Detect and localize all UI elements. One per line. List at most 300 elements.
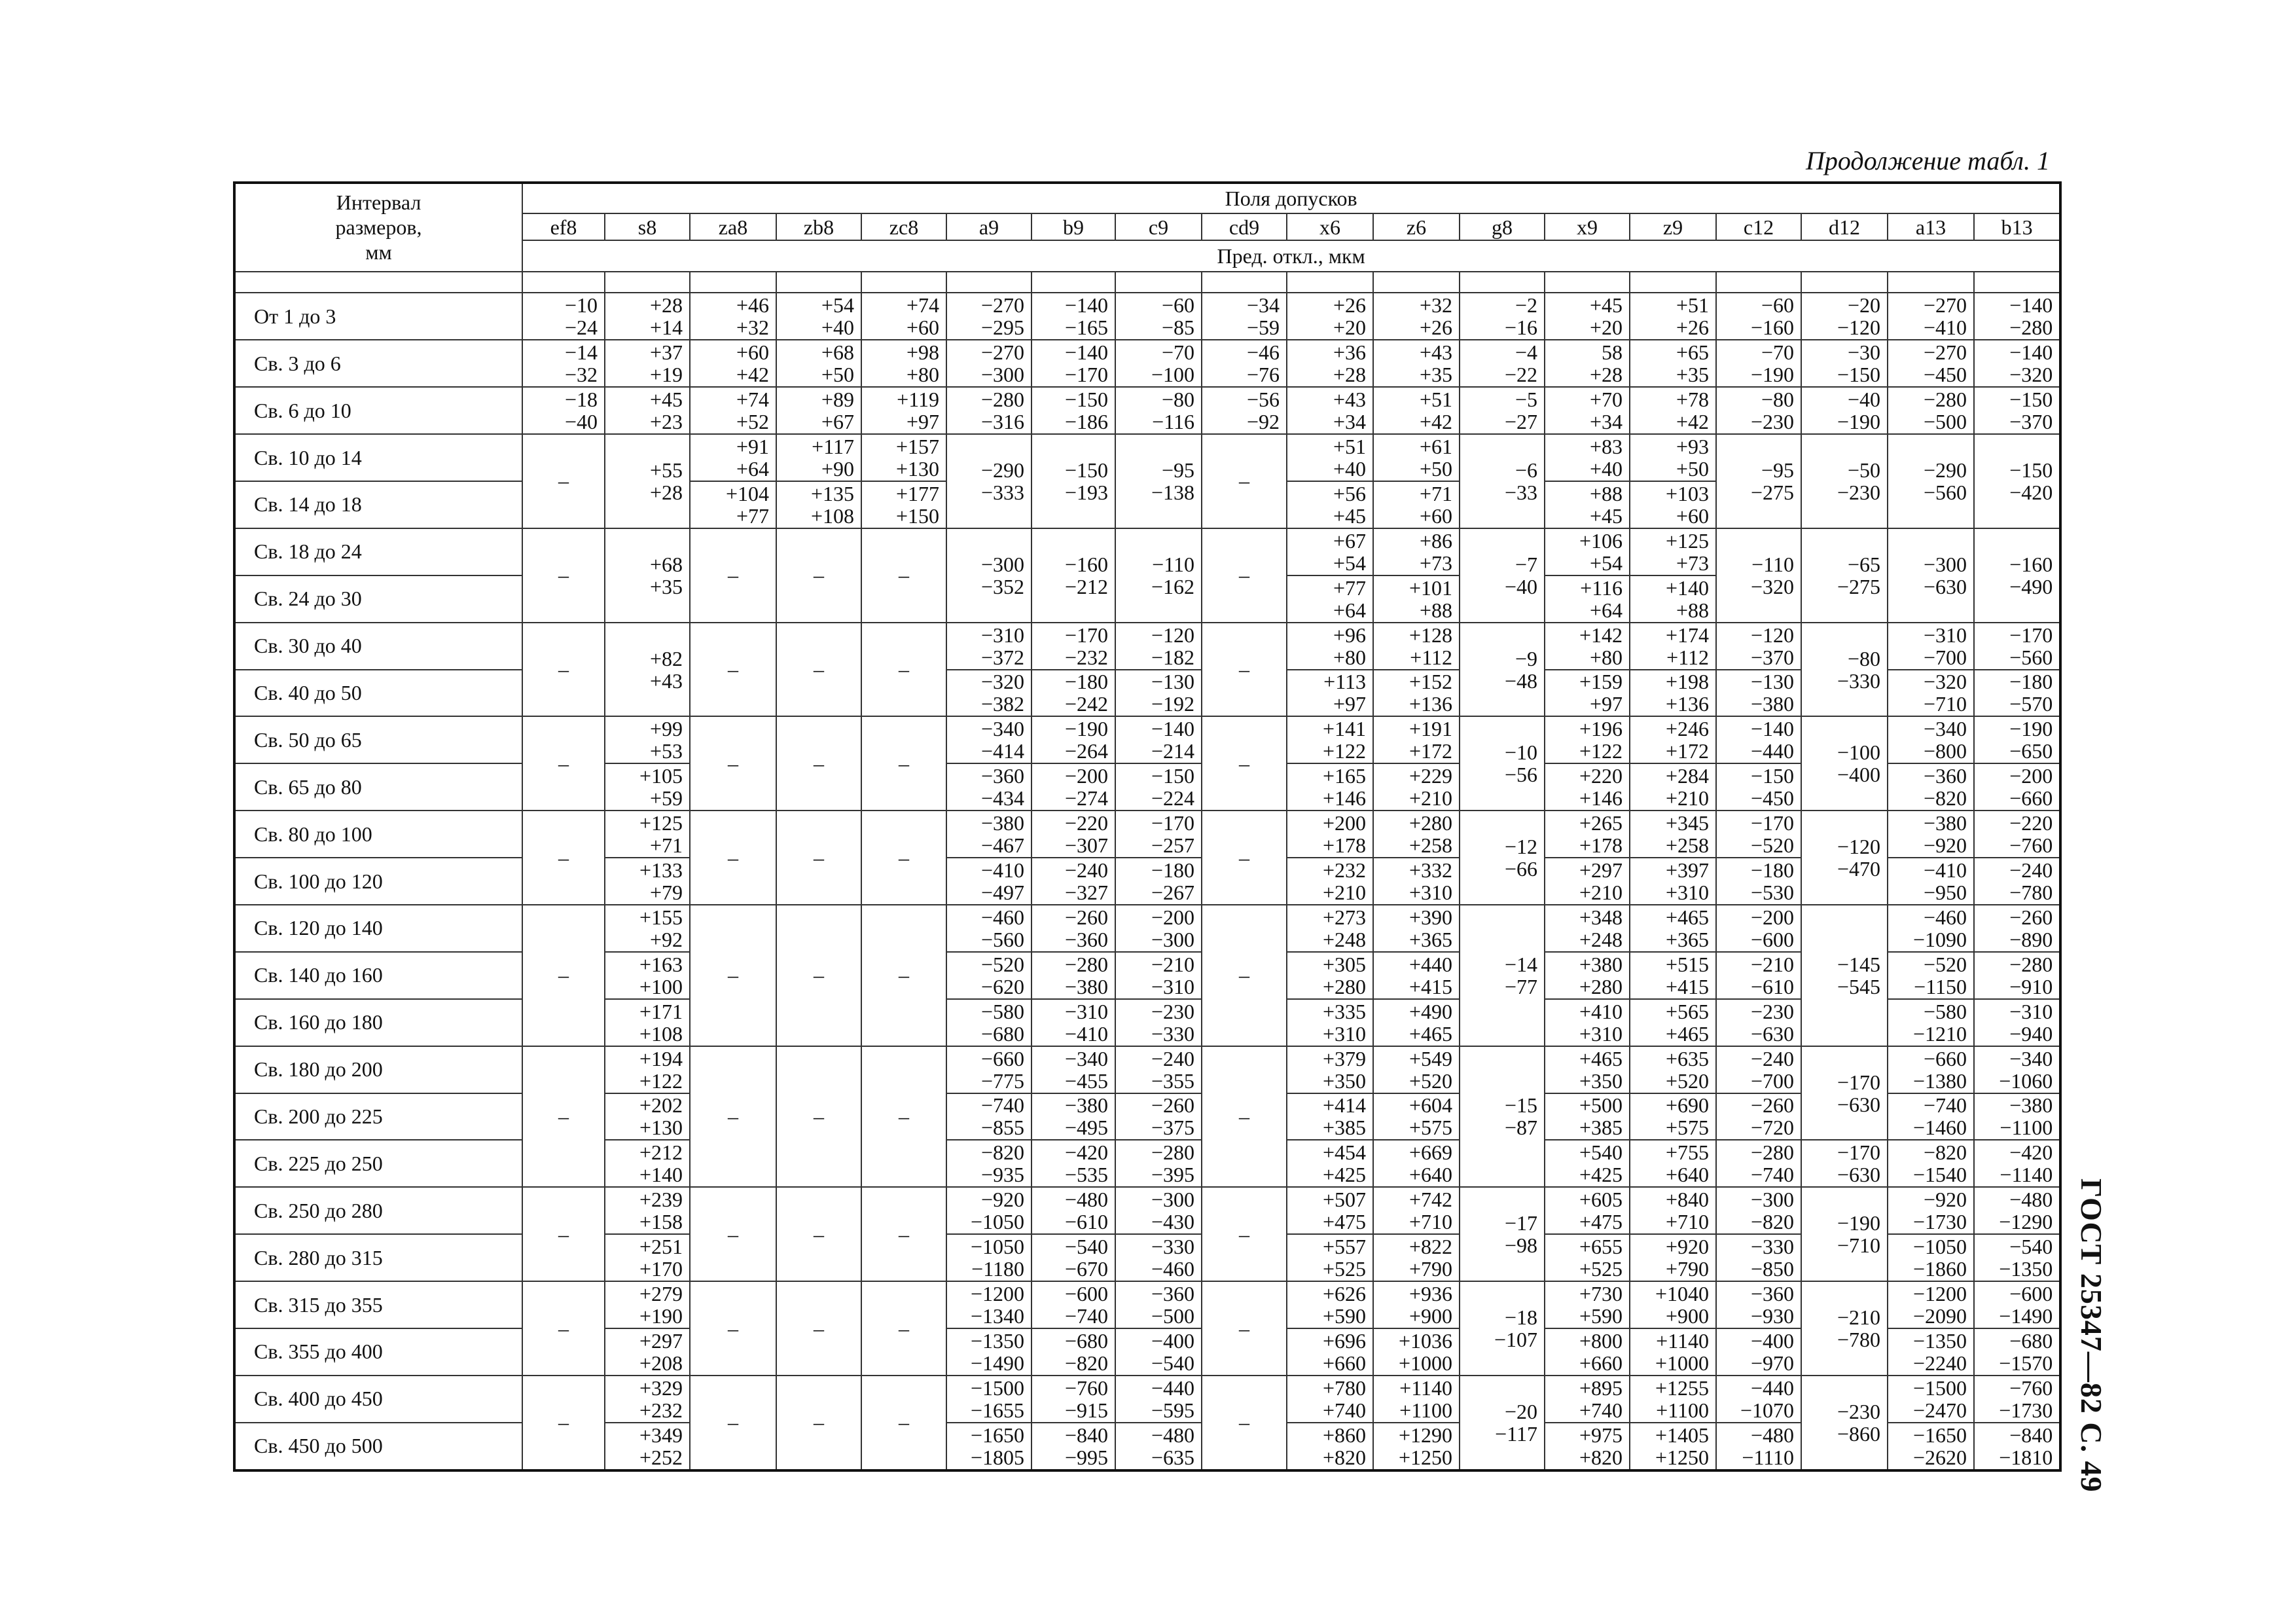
size-interval: Св. 30 до 40 [234, 623, 522, 670]
deviation-cell-c12 [1716, 1140, 1801, 1187]
upper-deviation: +177 [895, 481, 939, 505]
lower-deviation: −224 [1151, 786, 1194, 811]
lower-deviation: −855 [980, 1116, 1024, 1140]
lower-deviation: +248 [1579, 927, 1623, 951]
deviation-cell-x9 [1545, 528, 1630, 575]
lower-deviation: −307 [1064, 833, 1108, 858]
upper-deviation: +32 [1419, 293, 1452, 318]
upper-deviation: +51 [1333, 435, 1366, 459]
deviation-cell-c9 [1115, 293, 1202, 340]
deviation-cell-z9 [1630, 387, 1716, 434]
lower-deviation: +365 [1665, 927, 1709, 951]
upper-deviation: −170 [1837, 1140, 1880, 1165]
upper-deviation: −170 [2009, 623, 2053, 647]
upper-deviation: −170 [1064, 623, 1108, 647]
lower-deviation: −1070 [1740, 1398, 1794, 1422]
lower-deviation: +35 [1676, 363, 1709, 387]
deviation-cell-z9 [1630, 1093, 1716, 1140]
upper-deviation: +103 [1665, 481, 1709, 505]
deviation-cell-g8 [1460, 1187, 1545, 1281]
deviation-cell-z9 [1630, 1187, 1716, 1234]
deviation-cell-c9 [1115, 1423, 1202, 1470]
lower-deviation: +178 [1579, 833, 1623, 858]
deviation-cell-b9 [1031, 1423, 1115, 1470]
upper-deviation: +163 [639, 952, 683, 976]
lower-deviation: +35 [1419, 363, 1452, 387]
lower-deviation: −300 [1151, 927, 1194, 951]
upper-deviation: −180 [1064, 670, 1108, 694]
upper-deviation: −200 [2009, 764, 2053, 788]
deviation-cell-za8 [690, 481, 776, 528]
lower-deviation: +575 [1665, 1116, 1709, 1140]
lower-deviation: −330 [1151, 1021, 1194, 1046]
upper-deviation: −360 [1151, 1282, 1194, 1306]
lower-deviation: −434 [980, 786, 1024, 811]
lower-deviation: −650 [2009, 739, 2053, 763]
deviation-cell-c12 [1716, 1046, 1801, 1093]
upper-deviation: −170 [1151, 811, 1194, 835]
deviation-cell-b13 [1974, 340, 2060, 387]
lower-deviation: +820 [1579, 1445, 1623, 1469]
upper-deviation: −410 [1923, 858, 1967, 883]
upper-deviation: −740 [980, 1093, 1024, 1118]
lower-deviation: +34 [1589, 410, 1623, 434]
deviation-cell-ef8 [522, 293, 605, 340]
deviation-cell-d12 [1801, 528, 1888, 623]
deviation-cell-a13 [1888, 1234, 1974, 1281]
upper-deviation: −520 [980, 952, 1024, 976]
upper-deviation: −920 [1923, 1188, 1967, 1212]
tolerance-field-g8: g8 [1460, 213, 1545, 240]
deviation-cell-a9 [946, 1328, 1031, 1376]
lower-deviation: +80 [1333, 645, 1366, 669]
lower-deviation: −117 [1495, 1421, 1537, 1446]
deviation-cell-zb8 [776, 434, 861, 481]
upper-deviation: −310 [2009, 999, 2053, 1023]
upper-deviation: +133 [639, 858, 683, 883]
lower-deviation: +590 [1579, 1304, 1623, 1328]
deviation-cell-ef8: – [522, 905, 605, 1046]
upper-deviation: −760 [1064, 1376, 1108, 1400]
deviation-cell-c12 [1716, 999, 1801, 1046]
upper-deviation: −920 [980, 1188, 1024, 1212]
lower-deviation: −370 [2009, 410, 2053, 434]
upper-deviation: +212 [639, 1140, 683, 1165]
tolerance-field-d12: d12 [1801, 213, 1888, 240]
deviation-cell-a13 [1888, 763, 1974, 811]
spacer-cell [1888, 272, 1974, 293]
tolerance-field-b9: b9 [1031, 213, 1115, 240]
upper-deviation: +36 [1333, 340, 1366, 365]
deviation-cell-b13 [1974, 1093, 2060, 1140]
deviation-cell-d12 [1801, 1376, 1888, 1470]
lower-deviation: +310 [1665, 881, 1709, 905]
lower-deviation: −560 [2009, 645, 2053, 669]
upper-deviation: −280 [1064, 952, 1108, 976]
deviation-cell-cd9: – [1202, 905, 1287, 1046]
lower-deviation: −600 [1750, 927, 1794, 951]
deviation-cell-b9 [1031, 293, 1115, 340]
tolerance-field-c9: c9 [1115, 213, 1202, 240]
deviation-cell-b13 [1974, 528, 2060, 623]
lower-deviation: −1090 [1912, 927, 1967, 951]
deviation-cell-b13 [1974, 1281, 2060, 1328]
lower-deviation: +50 [1676, 457, 1709, 481]
upper-deviation: +920 [1665, 1235, 1709, 1259]
size-interval: Св. 14 до 18 [234, 481, 522, 528]
deviation-cell-c9 [1115, 340, 1202, 387]
upper-deviation: −60 [1161, 293, 1194, 318]
size-interval: Св. 80 до 100 [234, 811, 522, 858]
upper-deviation: −440 [1750, 1376, 1794, 1400]
lower-deviation: −910 [2009, 974, 2053, 998]
deviation-cell-z6 [1373, 905, 1460, 952]
upper-deviation: +202 [639, 1093, 683, 1118]
lower-deviation: +210 [1665, 786, 1709, 811]
deviation-cell-za8: – [690, 1046, 776, 1188]
deviation-cell-cd9 [1202, 387, 1287, 434]
standard-page-label: ГОСТ 25347—82 С. 49 [2075, 1178, 2108, 1493]
lower-deviation: −635 [1151, 1445, 1194, 1469]
tolerance-table [233, 181, 2062, 1472]
deviation-cell-za8 [690, 387, 776, 434]
lower-deviation: +42 [1676, 410, 1709, 434]
lower-deviation: −915 [1064, 1398, 1108, 1422]
lower-deviation: −2090 [1912, 1304, 1967, 1328]
deviation-cell-za8: – [690, 905, 776, 1046]
size-interval: Св. 180 до 200 [234, 1046, 522, 1093]
lower-deviation: −450 [1923, 363, 1967, 387]
deviation-cell-z9 [1630, 528, 1716, 575]
lower-deviation: −455 [1064, 1068, 1108, 1093]
upper-deviation: +655 [1579, 1235, 1623, 1259]
lower-deviation: +365 [1408, 927, 1452, 951]
upper-deviation: −145 [1837, 952, 1880, 976]
deviation-cell-zb8 [776, 340, 861, 387]
lower-deviation: −192 [1151, 692, 1194, 716]
upper-deviation: +1255 [1655, 1376, 1709, 1400]
lower-deviation: +112 [1666, 645, 1709, 669]
lower-deviation: +178 [1322, 833, 1366, 858]
deviation-cell-z6 [1373, 811, 1460, 858]
deviation-cell-ef8: – [522, 1376, 605, 1470]
lower-deviation: +40 [821, 316, 854, 340]
deviation-cell-z6 [1373, 340, 1460, 387]
lower-deviation: +1250 [1655, 1445, 1709, 1469]
lower-deviation: −775 [980, 1068, 1024, 1093]
lower-deviation: +28 [649, 480, 683, 504]
lower-deviation: +40 [1589, 457, 1623, 481]
deviation-cell-s8 [605, 1328, 690, 1376]
lower-deviation: +97 [1589, 692, 1623, 716]
upper-deviation: −270 [1923, 293, 1967, 318]
lower-deviation: −500 [1151, 1304, 1194, 1328]
lower-deviation: −230 [1837, 480, 1880, 504]
upper-deviation: +780 [1322, 1376, 1366, 1400]
upper-deviation: −300 [1923, 552, 1967, 576]
size-interval: От 1 до 3 [234, 293, 522, 340]
deviation-cell-za8: – [690, 1187, 776, 1281]
deviation-cell-zc8: – [861, 528, 946, 623]
deviation-cell-z9 [1630, 1140, 1716, 1187]
deviation-cell-a13 [1888, 999, 1974, 1046]
lower-deviation: −1100 [2000, 1116, 2053, 1140]
lower-deviation: −780 [2009, 881, 2053, 905]
deviation-cell-a9 [946, 623, 1031, 670]
upper-deviation: −150 [1064, 388, 1108, 412]
deviation-cell-x9 [1545, 387, 1630, 434]
lower-deviation: −165 [1064, 316, 1108, 340]
deviation-cell-x6 [1287, 1234, 1373, 1281]
lower-deviation: −1805 [970, 1445, 1024, 1469]
lower-deviation: −382 [980, 692, 1024, 716]
upper-deviation: −10 [1504, 740, 1537, 765]
lower-deviation: −940 [2009, 1021, 2053, 1046]
deviation-cell-b13 [1974, 1423, 2060, 1470]
deviation-cell-x9 [1545, 811, 1630, 858]
table-row [234, 623, 2060, 670]
deviation-cell-c12 [1716, 858, 1801, 905]
deviation-cell-a13 [1888, 858, 1974, 905]
lower-deviation: −33 [1504, 480, 1537, 504]
upper-deviation: +135 [810, 481, 854, 505]
deviation-cell-ef8: – [522, 623, 605, 717]
upper-deviation: +26 [1333, 293, 1366, 318]
deviation-cell-z9 [1630, 1234, 1716, 1281]
deviation-cell-x9 [1545, 952, 1630, 999]
deviation-cell-a9 [946, 387, 1031, 434]
upper-deviation: −360 [980, 764, 1024, 788]
upper-deviation: +51 [1676, 293, 1709, 318]
deviation-cell-a13 [1888, 1423, 1974, 1470]
lower-deviation: −138 [1151, 480, 1194, 504]
lower-deviation: −56 [1504, 763, 1537, 787]
lower-deviation: −740 [1064, 1304, 1108, 1328]
upper-deviation: −20 [1504, 1399, 1537, 1423]
lower-deviation: +100 [639, 974, 683, 998]
lower-deviation: +590 [1322, 1304, 1366, 1328]
lower-deviation: +475 [1579, 1210, 1623, 1234]
upper-deviation: −230 [1151, 999, 1194, 1023]
upper-deviation: −420 [1064, 1140, 1108, 1165]
lower-deviation: −410 [1064, 1021, 1108, 1046]
deviation-cell-c12 [1716, 528, 1801, 623]
table-row [234, 763, 2060, 811]
lower-deviation: −1140 [2000, 1163, 2053, 1187]
upper-deviation: −30 [1847, 340, 1880, 365]
lower-deviation: +150 [895, 503, 939, 528]
deviation-cell-a13 [1888, 1093, 1974, 1140]
deviation-cell-cd9: – [1202, 1187, 1287, 1281]
upper-deviation: −310 [1064, 999, 1108, 1023]
lower-deviation: +130 [639, 1116, 683, 1140]
deviation-cell-b13 [1974, 952, 2060, 999]
size-interval: Св. 450 до 500 [234, 1423, 522, 1470]
upper-deviation: +332 [1408, 858, 1452, 883]
deviation-cell-x6 [1287, 1281, 1373, 1328]
deviation-cell-b9 [1031, 1376, 1115, 1423]
lower-deviation: +820 [1322, 1445, 1366, 1469]
deviation-cell-z6 [1373, 1187, 1460, 1234]
deviation-cell-cd9: – [1202, 811, 1287, 905]
upper-deviation: −50 [1847, 458, 1880, 482]
lower-deviation: −116 [1152, 410, 1194, 434]
deviation-cell-za8: – [690, 811, 776, 905]
size-interval: Св. 18 до 24 [234, 528, 522, 575]
lower-deviation: +640 [1665, 1163, 1709, 1187]
upper-deviation: −95 [1761, 458, 1794, 482]
deviation-cell-b9 [1031, 387, 1115, 434]
lower-deviation: −330 [1837, 668, 1880, 693]
upper-deviation: −340 [2009, 1046, 2053, 1070]
lower-deviation: −1730 [1999, 1398, 2053, 1422]
lower-deviation: +54 [1589, 551, 1623, 575]
upper-deviation: −260 [1064, 905, 1108, 929]
deviation-cell-a13 [1888, 1140, 1974, 1187]
lower-deviation: −890 [2009, 927, 2053, 951]
deviation-cell-g8 [1460, 1281, 1545, 1376]
deviation-cell-za8: – [690, 1376, 776, 1470]
lower-deviation: +122 [1579, 739, 1623, 763]
deviation-cell-z6 [1373, 858, 1460, 905]
deviation-cell-s8 [605, 528, 690, 623]
deviation-cell-cd9: – [1202, 716, 1287, 811]
upper-deviation: +51 [1419, 388, 1452, 412]
lower-deviation: +350 [1579, 1068, 1623, 1093]
lower-deviation: −620 [980, 974, 1024, 998]
lower-deviation: −630 [1837, 1092, 1880, 1116]
deviation-cell-x6 [1287, 1046, 1373, 1093]
tolerance-field-cd9: cd9 [1202, 213, 1287, 240]
lower-deviation: −414 [980, 739, 1024, 763]
size-interval: Св. 10 до 14 [234, 434, 522, 481]
upper-deviation: −340 [1923, 717, 1967, 741]
upper-deviation: +730 [1579, 1282, 1623, 1306]
deviation-cell-a9 [946, 1140, 1031, 1187]
lower-deviation: −820 [1064, 1351, 1108, 1375]
upper-deviation: +604 [1408, 1093, 1452, 1118]
upper-deviation: −330 [1151, 1235, 1194, 1259]
deviation-cell-z6 [1373, 481, 1460, 528]
lower-deviation: −920 [1923, 833, 1967, 858]
upper-deviation: +117 [812, 435, 854, 459]
deviation-cell-a9 [946, 1046, 1031, 1093]
upper-deviation: +840 [1665, 1188, 1709, 1212]
deviation-cell-x9 [1545, 623, 1630, 670]
upper-deviation: −200 [1750, 905, 1794, 929]
upper-deviation: −230 [1837, 1399, 1880, 1423]
deviation-cell-c12 [1716, 670, 1801, 717]
deviation-cell-za8: – [690, 623, 776, 717]
lower-deviation: +525 [1322, 1257, 1366, 1281]
upper-deviation: −580 [980, 999, 1024, 1023]
upper-deviation: +280 [1408, 811, 1452, 835]
upper-deviation: −1200 [970, 1282, 1024, 1306]
upper-deviation: +61 [1419, 435, 1452, 459]
deviation-cell-b13 [1974, 858, 2060, 905]
deviation-cell-x6 [1287, 481, 1373, 528]
lower-deviation: −327 [1064, 881, 1108, 905]
upper-deviation: +690 [1665, 1093, 1709, 1118]
deviation-cell-c12 [1716, 1281, 1801, 1328]
deviation-cell-zb8: – [776, 623, 861, 717]
lower-deviation: +122 [639, 1068, 683, 1093]
lower-deviation: −610 [1064, 1210, 1108, 1234]
deviation-cell-za8 [690, 340, 776, 387]
deviation-cell-z6 [1373, 1281, 1460, 1328]
upper-deviation: +251 [639, 1235, 683, 1259]
upper-deviation: −56 [1246, 388, 1280, 412]
lower-deviation: +40 [1333, 457, 1366, 481]
upper-deviation: −120 [1750, 623, 1794, 647]
lower-deviation: +660 [1322, 1351, 1366, 1375]
spacer-cell [1373, 272, 1460, 293]
lower-deviation: +108 [810, 503, 854, 528]
upper-deviation: +936 [1408, 1282, 1452, 1306]
upper-deviation: +194 [639, 1046, 683, 1070]
deviation-cell-b9 [1031, 1281, 1115, 1328]
size-interval: Св. 280 до 315 [234, 1234, 522, 1281]
lower-deviation: +64 [1333, 598, 1366, 622]
lower-deviation: −860 [1837, 1421, 1880, 1446]
lower-deviation: +92 [649, 927, 683, 951]
deviation-cell-z6 [1373, 623, 1460, 670]
deviation-cell-zb8: – [776, 1376, 861, 1470]
spacer-cell [234, 272, 522, 293]
upper-deviation: −580 [1923, 999, 1967, 1023]
lower-deviation: +210 [1579, 881, 1623, 905]
upper-deviation: +440 [1408, 952, 1452, 976]
lower-deviation: −333 [980, 480, 1024, 504]
lower-deviation: −77 [1504, 974, 1537, 998]
lower-deviation: +60 [1676, 503, 1709, 528]
lower-deviation: +1250 [1398, 1445, 1452, 1469]
lower-deviation: +415 [1665, 974, 1709, 998]
upper-deviation: −280 [2009, 952, 2053, 976]
upper-deviation: −130 [1750, 670, 1794, 694]
deviation-cell-g8 [1460, 1376, 1545, 1470]
lower-deviation: −24 [564, 316, 598, 340]
upper-deviation: −70 [1161, 340, 1194, 365]
deviation-cell-s8 [605, 293, 690, 340]
upper-deviation: −310 [1923, 623, 1967, 647]
deviation-cell-x9 [1545, 1423, 1630, 1470]
deviation-cell-b13 [1974, 1140, 2060, 1187]
deviation-cell-a13 [1888, 1281, 1974, 1328]
deviation-cell-d12 [1801, 1140, 1888, 1187]
lower-deviation: −1810 [1999, 1445, 2053, 1469]
lower-deviation: −264 [1064, 739, 1108, 763]
upper-deviation: −80 [1761, 388, 1794, 412]
tolerance-field-a13: a13 [1888, 213, 1974, 240]
deviation-cell-zc8: – [861, 811, 946, 905]
units-header: Пред. откл., мкм [522, 240, 2060, 271]
upper-deviation: +669 [1408, 1140, 1452, 1165]
deviation-cell-b9 [1031, 999, 1115, 1046]
upper-deviation: +74 [736, 388, 769, 412]
deviation-cell-c12 [1716, 1093, 1801, 1140]
deviation-cell-s8 [605, 1046, 690, 1093]
lower-deviation: −820 [1923, 786, 1967, 811]
lower-deviation: −467 [980, 833, 1024, 858]
table-row [234, 1187, 2060, 1234]
deviation-cell-c12 [1716, 763, 1801, 811]
deviation-cell-c12 [1716, 716, 1801, 763]
lower-deviation: +28 [1333, 363, 1366, 387]
spacer-cell [1630, 272, 1716, 293]
deviation-cell-x9 [1545, 1093, 1630, 1140]
deviation-cell-z6 [1373, 575, 1460, 623]
